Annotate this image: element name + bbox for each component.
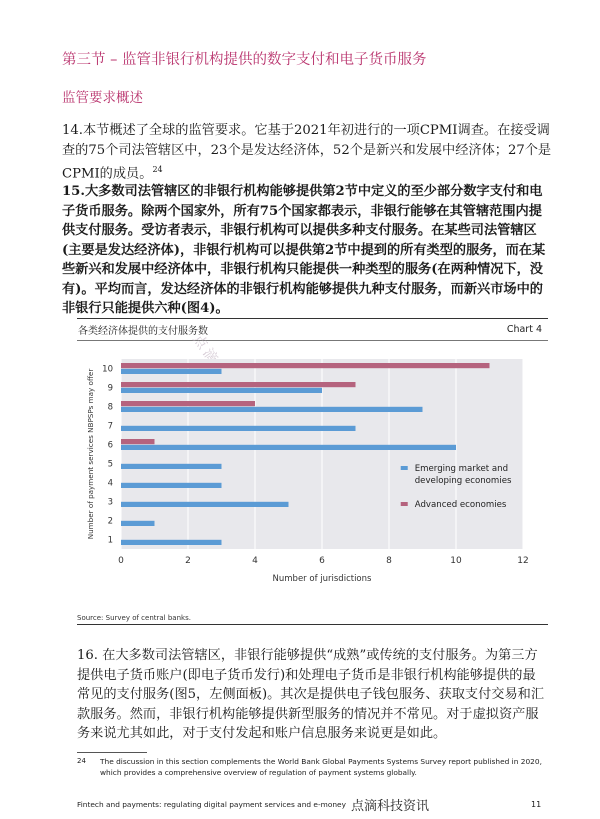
footnote-text: The discussion in this section complements the World Bank Global Payments Systems Survey report published in 2020, which provides a comprehensive overview of regulation of payment systems globally.: [100, 757, 542, 777]
y-tick-label: 7: [107, 421, 113, 432]
emerging-bar: [121, 540, 222, 545]
x-tick-label: 6: [319, 556, 325, 566]
footer-watermark: 点滴科技资讯: [351, 799, 430, 814]
x-tick-label: 8: [386, 556, 392, 566]
payment-services-chart: [77, 345, 548, 613]
subsection-title: 监管要求概述: [62, 90, 143, 106]
footer-title: Fintech and payments: regulating digital payment services and e-money: [77, 800, 346, 809]
emerging-bar: [121, 369, 222, 374]
x-tick-label: 0: [118, 556, 124, 566]
emerging-bar: [121, 388, 322, 393]
y-tick-label: 2: [107, 516, 113, 527]
legend-label: developing economies: [414, 476, 512, 486]
section-title: 第三节 – 监管非银行机构提供的数字支付和电子货币服务: [62, 52, 427, 68]
legend-swatch: [401, 502, 408, 506]
y-axis-label: Number of payment services NBPSPs may offer: [86, 368, 95, 540]
page-number: 11: [531, 800, 542, 809]
emerging-bar: [121, 521, 155, 526]
paragraph-14-text: 14.本节概述了全球的监管要求。它基于2021年初进行的一项CPMI调查。在接受调查的75个司法管辖区中，23个是发达经济体，52个是新兴和发展中经济体；27个是CPMI的成员。: [62, 123, 552, 182]
chart-title: 各类经济体提供的支付服务数: [78, 326, 208, 337]
y-tick-label: 9: [107, 383, 113, 394]
footnote-divider: [77, 752, 147, 753]
x-tick-label: 4: [252, 556, 258, 566]
x-tick-label: 2: [185, 556, 191, 566]
y-tick-label: 6: [107, 440, 113, 451]
emerging-bar: [121, 483, 222, 488]
x-tick-label: 12: [517, 556, 529, 566]
paragraph-15: 15.大多数司法管辖区的非银行机构能够提供第2节中定义的至少部分数字支付和电子货币服务。除两个国家外，所有75个国家都表示，非银行能够在其管辖范围内提供支付服务。受访者表示，非银行机构可以提供多种支付服务。在某些司法管辖区(主要是发达经济体)，非银行机构可以提供第2节中提到的所有类型的服务，而在某些新兴和发展中经济体中，非银行机构只能提供一种类型的服务(在两种情况下，没有)。平均而言，发达经济体的非银行机构能够提供九种支付服务，而新兴市场中的非银行只能提供六种(图4)。: [62, 184, 546, 316]
legend-label: Emerging market and: [414, 464, 509, 474]
chart-top-rule: [77, 318, 548, 319]
y-tick-label: 5: [107, 459, 113, 470]
legend-swatch: [401, 466, 408, 470]
emerging-bar: [121, 407, 423, 412]
emerging-bar: [121, 502, 289, 507]
paragraph-16: 16. 在大多数司法管辖区，非银行能够提供“成熟”或传统的支付服务。为第三方提供电子货币账户(即电子货币发行)和处理电子货币是非银行机构能够提供的最常见的支付服务(图5，左侧面板)。其次是提供电子钱包服务、获取支付交易和汇款服务。然而，非银行机构能够提供新型服务的情况并不常见。对于虚拟资产服务来说尤其如此，对于支付发起和账户信息服务来说更是如此。: [77, 648, 545, 741]
y-tick-label: 1: [107, 535, 113, 546]
advanced-bar: [121, 363, 490, 368]
chart-header-rule: [77, 340, 548, 341]
advanced-bar: [121, 439, 155, 444]
legend-label: Advanced economies: [414, 500, 507, 510]
y-tick-label: 10: [102, 364, 113, 375]
chart-bottom-rule: [77, 624, 548, 625]
footnote-ref-24[interactable]: 24: [152, 165, 163, 174]
emerging-bar: [121, 464, 222, 469]
emerging-bar: [121, 445, 456, 450]
chart-source: Source: Survey of central banks.: [77, 614, 191, 622]
x-axis-label: Number of jurisdictions: [272, 574, 372, 584]
footnote-number: 24: [77, 757, 86, 765]
advanced-bar: [121, 401, 255, 406]
chart-plot-area: [86, 359, 529, 584]
emerging-bar: [121, 426, 356, 431]
chart-number: Chart 4: [506, 324, 542, 335]
y-tick-label: 3: [107, 497, 113, 508]
advanced-bar: [121, 382, 356, 387]
y-tick-label: 8: [107, 402, 113, 413]
x-tick-label: 10: [450, 556, 462, 566]
paragraph-14: [62, 121, 552, 184]
y-tick-label: 4: [107, 478, 113, 489]
